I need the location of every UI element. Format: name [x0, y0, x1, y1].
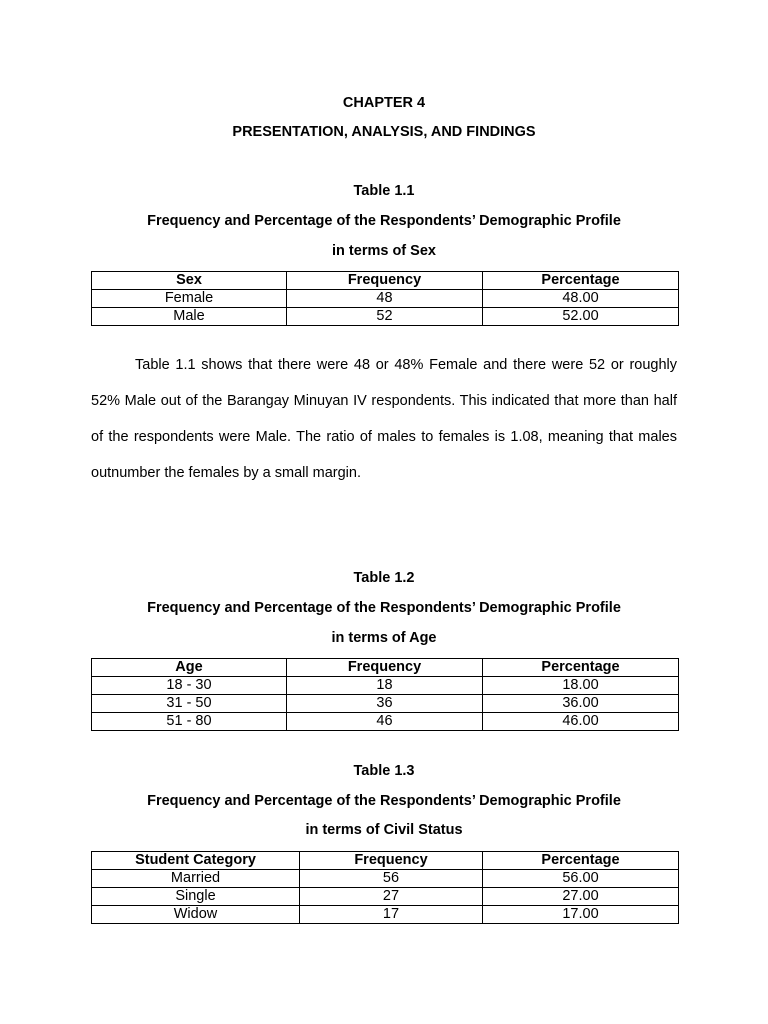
table-row: [92, 677, 679, 695]
table-1-caption-sub: in terms of Sex: [332, 243, 436, 259]
table-cell: 56.00: [483, 870, 679, 888]
chapter-title: PRESENTATION, ANALYSIS, AND FINDINGS: [232, 124, 536, 140]
table-cell: 48.00: [483, 290, 679, 308]
table-3-caption-sub: in terms of Civil Status: [305, 822, 463, 838]
table-3-label: Table 1.3: [353, 763, 415, 779]
table-cell: 18 - 30: [92, 677, 287, 695]
table-row: [92, 713, 679, 731]
column-header: Frequency: [287, 659, 483, 677]
table-1-label: Table 1.1: [353, 183, 415, 199]
table-2-caption: Frequency and Percentage of the Respondents’ Demographic Profile: [147, 600, 621, 616]
table-header-row: [92, 272, 679, 290]
table-row: [92, 308, 679, 326]
column-header: Sex: [92, 272, 287, 290]
table-cell: Male: [92, 308, 287, 326]
table-age: [91, 658, 679, 731]
column-header: Percentage: [483, 852, 679, 870]
table-cell: 56: [300, 870, 483, 888]
table-cell: 27.00: [483, 888, 679, 906]
table-row: [92, 888, 679, 906]
table-cell: 46.00: [483, 713, 679, 731]
table-sex: [91, 271, 679, 326]
body-paragraph: Table 1.1 shows that there were 48 or 48% Female and there were 52 or roughly 52% Male out of the Barangay Minuyan IV respondents. This indicated that more than half of the respondents were Male. The ratio of males to females is 1.08, meaning that males outnumber the females by a small margin.: [91, 357, 677, 481]
table-cell: 31 - 50: [92, 695, 287, 713]
table-3-caption: Frequency and Percentage of the Respondents’ Demographic Profile: [147, 793, 621, 809]
table-civil-status: [91, 851, 679, 924]
column-header: Frequency: [287, 272, 483, 290]
column-header: Age: [92, 659, 287, 677]
table-cell: 52.00: [483, 308, 679, 326]
table-cell: Widow: [92, 906, 300, 924]
table-cell: Female: [92, 290, 287, 308]
table-cell: 51 - 80: [92, 713, 287, 731]
table-row: [92, 906, 679, 924]
table-cell: 36: [287, 695, 483, 713]
table-header-row: [92, 659, 679, 677]
table-cell: 52: [287, 308, 483, 326]
table-cell: 18.00: [483, 677, 679, 695]
table-row: [92, 695, 679, 713]
table-cell: 48: [287, 290, 483, 308]
column-header: Percentage: [483, 659, 679, 677]
table-row: [92, 290, 679, 308]
table-cell: 46: [287, 713, 483, 731]
table-cell: Married: [92, 870, 300, 888]
table-cell: 36.00: [483, 695, 679, 713]
table-cell: 17.00: [483, 906, 679, 924]
column-header: Student Category: [92, 852, 300, 870]
table-2-caption-sub: in terms of Age: [331, 630, 437, 646]
column-header: Percentage: [483, 272, 679, 290]
table-header-row: [92, 852, 679, 870]
column-header: Frequency: [300, 852, 483, 870]
table-cell: 27: [300, 888, 483, 906]
table-row: [92, 870, 679, 888]
table-cell: 18: [287, 677, 483, 695]
table-2-label: Table 1.2: [353, 570, 415, 586]
chapter-number: CHAPTER 4: [342, 95, 426, 111]
table-1-caption: Frequency and Percentage of the Respondents’ Demographic Profile: [147, 213, 621, 229]
table-cell: Single: [92, 888, 300, 906]
table-cell: 17: [300, 906, 483, 924]
